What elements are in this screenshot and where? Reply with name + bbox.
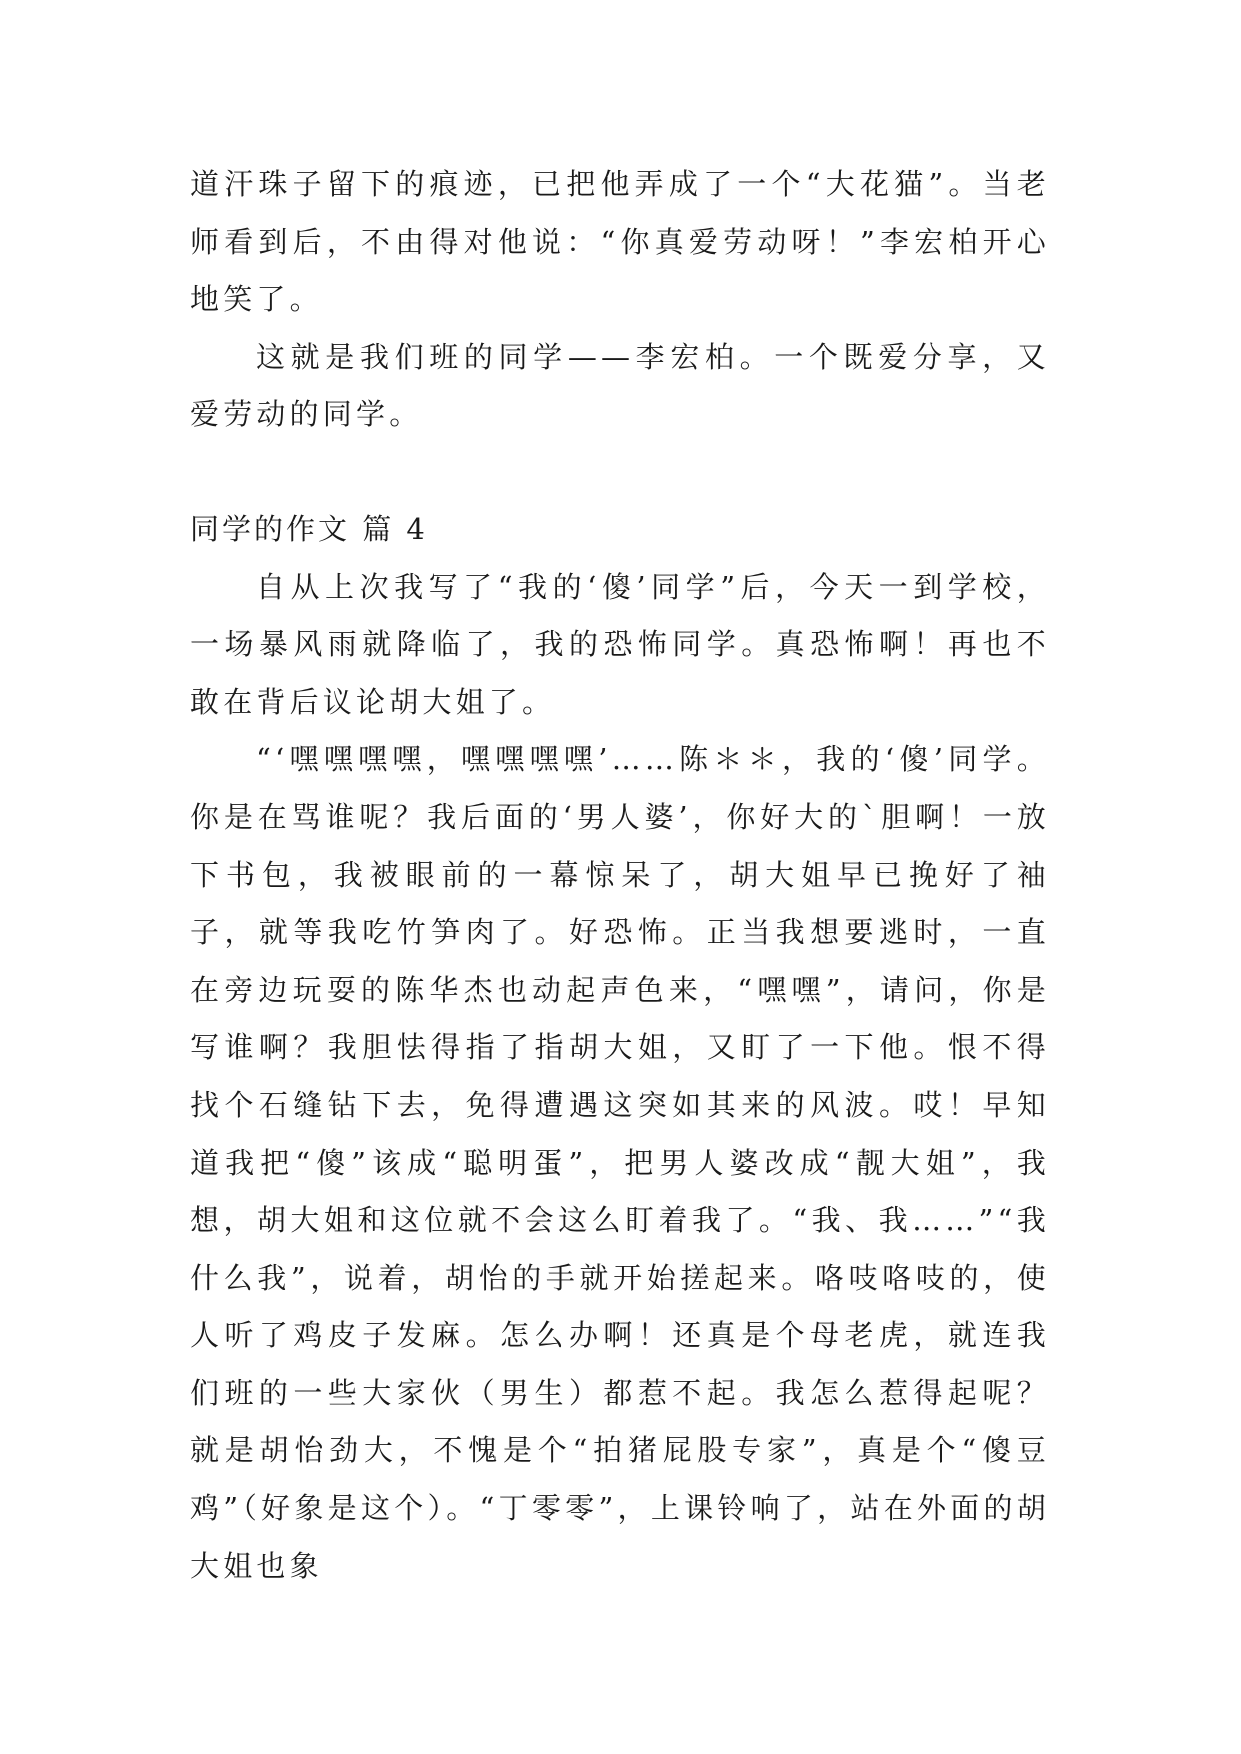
section-title: 同学的作文 篇 4: [190, 511, 428, 546]
paragraph-conclusion: 这就是我们班的同学——李宏柏。一个既爱分享，又爱劳动的同学。: [190, 339, 1050, 432]
paragraph-story: “‘嘿嘿嘿嘿，嘿嘿嘿嘿’……陈＊＊，我的‘傻’同学。你是在骂谁呢？我后面的‘男人婆’，你好大的`胆啊！一放下书包，我被眼前的一幕惊呆了，胡大姐早已挽好了袖子，就等我吃竹笋肉了。好恐怖。正当我想要逃时，一直在旁边玩耍的陈华杰也动起声色来，“嘿嘿”，请问，你是写谁啊？我胆怯得指了指胡大姐，又盯了一下他。恨不得找个石缝钻下去，免得遭遇这突如其来的风波。哎！早知道我把“傻”该成“聪明蛋”，把男人婆改成“靓大姐”，我想，胡大姐和这位就不会这么盯着我了。“我、我……”“我什么我”，说着，胡怡的手就开始搓起来。咯吱咯吱的，使人听了鸡皮子发麻。怎么办啊！还真是个母老虎，就连我们班的一些大家伙（男生）都惹不起。我怎么惹得起呢？就是胡怡劲大，不愧是个“拍猪屁股专家”，真是个“傻豆鸡”（好象是这个）。“丁零零”，上课铃响了，站在外面的胡大姐也象: [190, 742, 1050, 1583]
paragraph-continued: 道汗珠子留下的痕迹，已把他弄成了一个“大花猫”。当老师看到后，不由得对他说：“你真爱劳动呀！”李宏柏开心地笑了。: [190, 167, 1050, 317]
document-body: [190, 156, 1050, 1595]
paragraph-intro: 自从上次我写了“我的‘傻’同学”后，今天一到学校，一场暴风雨就降临了，我的恐怖同学。真恐怖啊！再也不敢在背后议论胡大姐了。: [190, 569, 1050, 719]
section-gap: [190, 444, 1050, 501]
